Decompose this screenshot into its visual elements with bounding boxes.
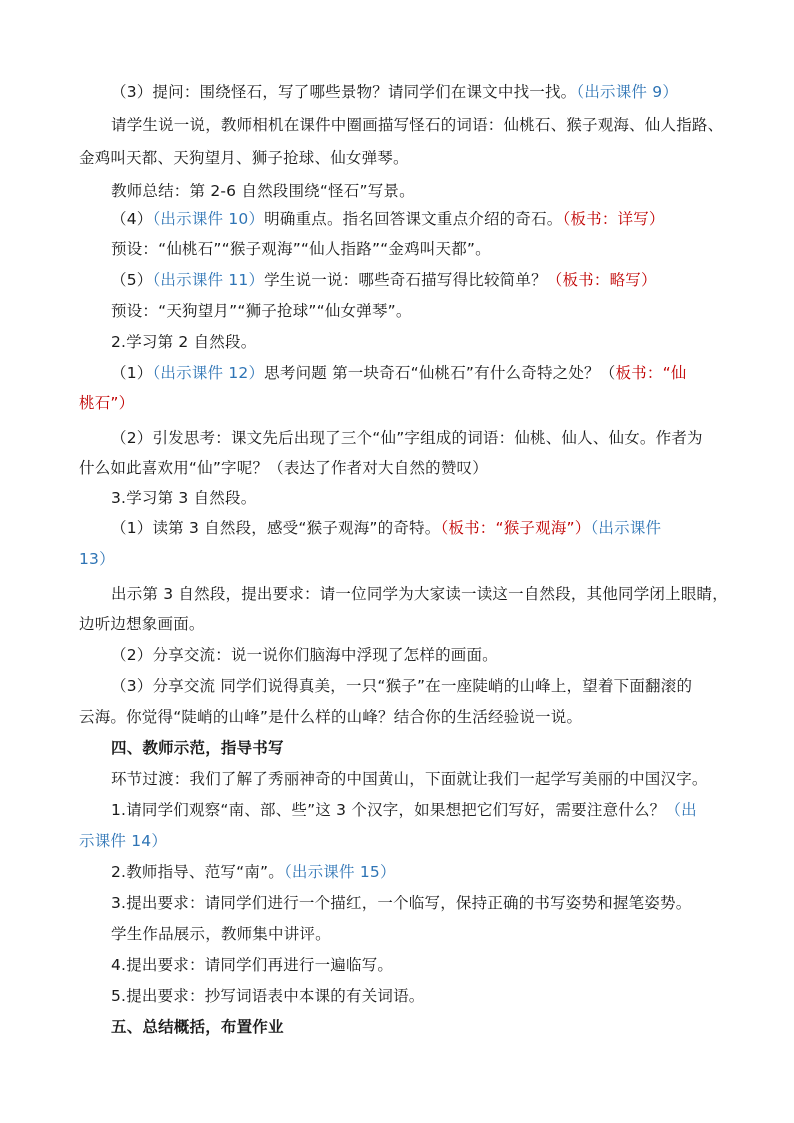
text-line bbox=[111, 584, 728, 604]
courseware-note: （出 bbox=[665, 801, 697, 819]
text-segment: 4.提出要求：请同学们再进行一遍临写。 bbox=[111, 956, 394, 974]
section-heading: 五、总结概括，布置作业 bbox=[111, 1018, 284, 1036]
text-line bbox=[79, 148, 409, 168]
text-segment: 环节过渡：我们了解了秀丽神奇的中国黄山，下面就让我们一起学写美丽的中国汉字。 bbox=[111, 770, 708, 788]
text-line bbox=[111, 239, 491, 259]
board-note: （板书：略写） bbox=[546, 271, 657, 289]
text-line bbox=[111, 82, 678, 102]
text-segment: 出示第 3 自然段，提出要求：请一位同学为大家读一读这一自然段，其他同学闭上眼睛， bbox=[111, 585, 728, 603]
text-line bbox=[111, 986, 425, 1006]
text-segment: 明确重点。指名回答课文重点介绍的奇石。 bbox=[264, 210, 563, 228]
courseware-note: 13） bbox=[79, 550, 115, 568]
text-line bbox=[79, 458, 488, 478]
board-note: （板书：详写） bbox=[562, 210, 665, 228]
text-line bbox=[111, 893, 691, 913]
text-segment: （2）分享交流：说一说你们脑海中浮现了怎样的画面。 bbox=[111, 646, 498, 664]
board-note: （板书：“猴子观海”） bbox=[440, 519, 591, 537]
text-line bbox=[111, 518, 661, 538]
text-line bbox=[79, 831, 167, 851]
text-segment: 边听边想象画面。 bbox=[79, 615, 205, 633]
courseware-note: （出示课件 bbox=[590, 519, 662, 537]
text-line bbox=[111, 738, 284, 758]
text-segment: （4） bbox=[111, 210, 153, 228]
text-segment: 学生作品展示，教师集中讲评。 bbox=[111, 925, 331, 943]
text-segment: （1） bbox=[111, 364, 153, 382]
text-segment: （3）提问：围绕怪石，写了哪些景物？请同学们在课文中找一找。 bbox=[111, 83, 577, 101]
text-line bbox=[111, 363, 687, 383]
text-segment: 学生说一说：哪些奇石描写得比较简单？ bbox=[264, 271, 547, 289]
text-line bbox=[111, 270, 657, 290]
text-line bbox=[111, 181, 415, 201]
text-line bbox=[111, 209, 665, 229]
text-line bbox=[79, 707, 582, 727]
board-note: 桃石”） bbox=[79, 394, 135, 412]
text-line bbox=[111, 488, 256, 508]
text-line bbox=[111, 955, 393, 975]
section-heading: 四、教师示范，指导书写 bbox=[111, 739, 284, 757]
text-segment: （2）引发思考：课文先后出现了三个“仙”字组成的词语：仙桃、仙人、仙女。作者为 bbox=[111, 429, 703, 447]
text-line bbox=[111, 862, 396, 882]
courseware-note: （出示课件 9） bbox=[576, 83, 679, 101]
text-line bbox=[111, 676, 692, 696]
text-segment: （1）读第 3 自然段，感受“猴子观海”的奇特。 bbox=[111, 519, 441, 537]
text-segment: （5） bbox=[111, 271, 153, 289]
courseware-note: （出示课件 10） bbox=[152, 210, 265, 228]
text-line bbox=[79, 614, 205, 634]
text-segment: 金鸡叫天都、天狗望月、狮子抢球、仙女弹琴。 bbox=[79, 149, 409, 167]
text-line bbox=[111, 301, 412, 321]
text-segment: 预设：“天狗望月”“狮子抢球”“仙女弹琴”。 bbox=[111, 302, 412, 320]
text-line bbox=[111, 800, 697, 820]
text-line bbox=[111, 115, 723, 135]
text-segment: 1.请同学们观察“南、部、些”这 3 个汉字，如果想把它们写好，需要注意什么？ bbox=[111, 801, 666, 819]
courseware-note: （出示课件 11） bbox=[152, 271, 265, 289]
text-segment: 思考问题 第一块奇石“仙桃石”有什么奇特之处？（ bbox=[264, 364, 616, 382]
text-segment: 2.学习第 2 自然段。 bbox=[111, 333, 257, 351]
text-line bbox=[111, 769, 708, 789]
text-segment: 什么如此喜欢用“仙”字呢？（表达了作者对大自然的赞叹） bbox=[79, 459, 488, 477]
courseware-note: （出示课件 12） bbox=[152, 364, 265, 382]
courseware-note: （出示课件 15） bbox=[283, 863, 396, 881]
text-segment: 3.学习第 3 自然段。 bbox=[111, 489, 257, 507]
text-line bbox=[79, 549, 115, 569]
board-note: 板书：“仙 bbox=[615, 364, 687, 382]
text-line bbox=[111, 924, 331, 944]
text-segment: （3）分享交流 同学们说得真美，一只“猴子”在一座陡峭的山峰上，望着下面翻滚的 bbox=[111, 677, 693, 695]
text-line bbox=[111, 428, 703, 448]
text-segment: 预设：“仙桃石”“猴子观海”“仙人指路”“金鸡叫天都”。 bbox=[111, 240, 491, 258]
text-segment: 3.提出要求：请同学们进行一个描红，一个临写，保持正确的书写姿势和握笔姿势。 bbox=[111, 894, 692, 912]
text-line bbox=[79, 393, 134, 413]
text-segment: 云海。你觉得“陡峭的山峰”是什么样的山峰？结合你的生活经验说一说。 bbox=[79, 708, 583, 726]
text-segment: 教师总结：第 2-6 自然段围绕“怪石”写景。 bbox=[111, 182, 415, 200]
text-line bbox=[111, 332, 256, 352]
text-line bbox=[111, 645, 498, 665]
text-segment: 请学生说一说，教师相机在课件中圈画描写怪石的词语：仙桃石、猴子观海、仙人指路、 bbox=[111, 116, 724, 134]
text-segment: 2.教师指导、范写“南”。 bbox=[111, 863, 284, 881]
text-segment: 5.提出要求：抄写词语表中本课的有关词语。 bbox=[111, 987, 425, 1005]
courseware-note: 示课件 14） bbox=[79, 832, 168, 850]
text-line bbox=[111, 1017, 284, 1037]
